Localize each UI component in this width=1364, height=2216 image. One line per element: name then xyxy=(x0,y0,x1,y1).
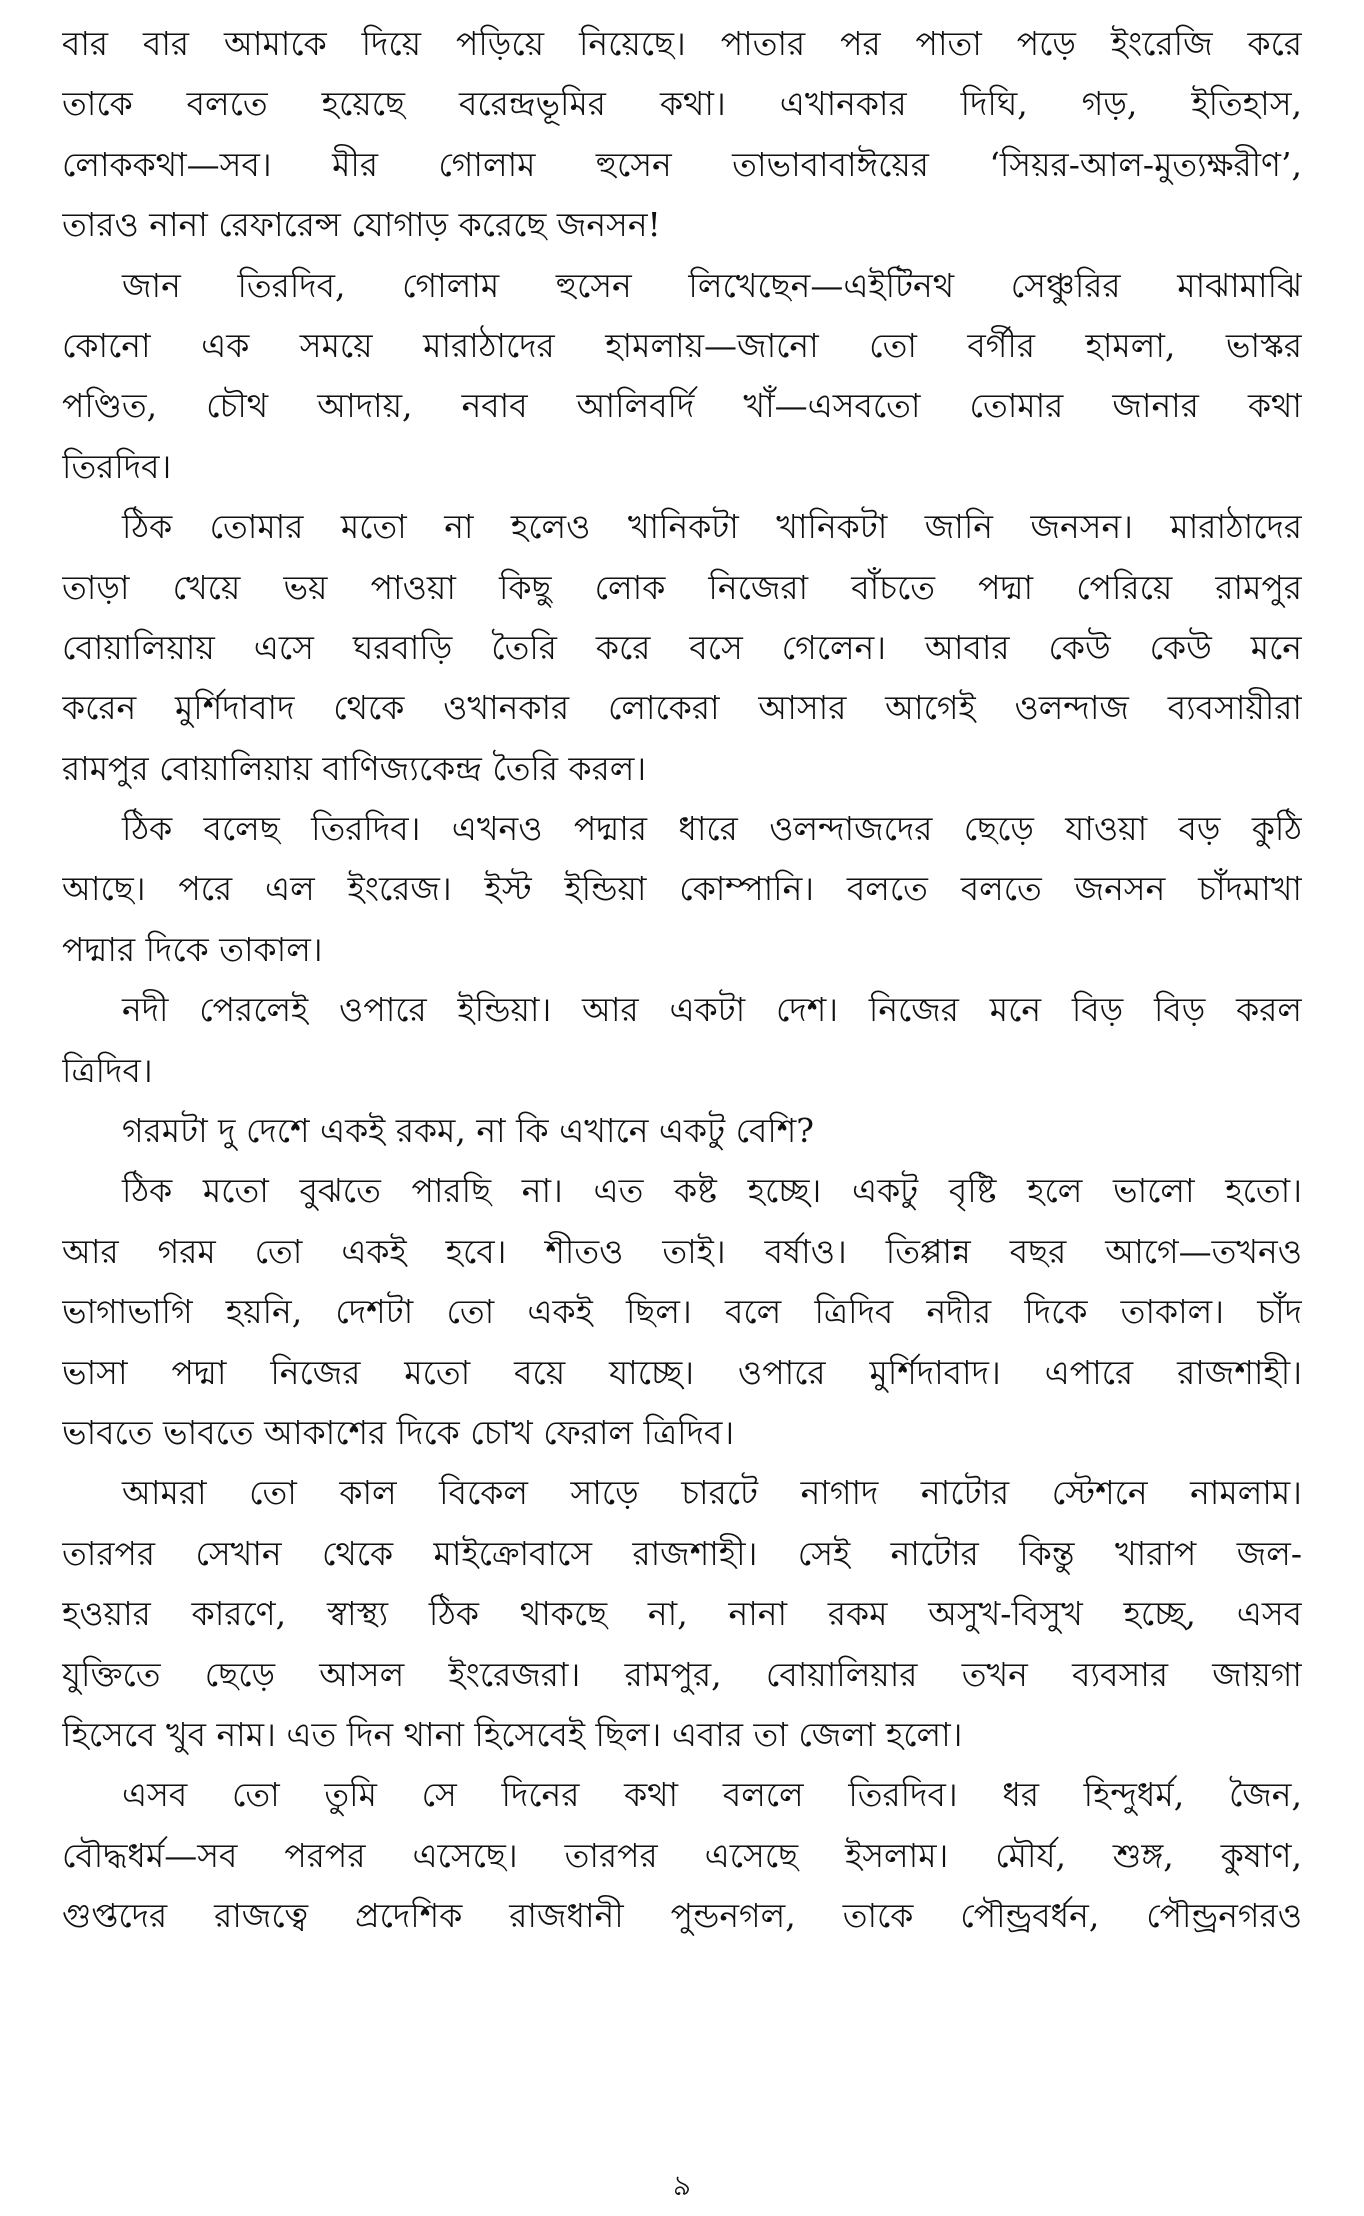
text-line: আর গরম তো একই হবে। শীতও তাই। বর্ষাও। তিপ্পান্ন বছর আগে—তখনও xyxy=(62,1231,1302,1271)
text-line: ভাসা পদ্মা নিজের মতো বয়ে যাচ্ছে। ওপারে মুর্শিদাবাদ। এপারে রাজশাহী। xyxy=(62,1352,1302,1392)
text-line: ঠিক তোমার মতো না হলেও খানিকটা খানিকটা জানি জনসন। মারাঠাদের xyxy=(122,507,1302,547)
text-line: আমরা তো কাল বিকেল সাড়ে চারটে নাগাদ নাটোর স্টেশনে নামলাম। xyxy=(122,1473,1302,1513)
text-line: জান তিরদিব, গোলাম হুসেন লিখেছেন—এইটিনথ সেঞ্চুরির মাঝামাঝি xyxy=(122,265,1302,305)
text-line: তিরদিব। xyxy=(62,446,172,486)
text-line: বৌদ্ধধর্ম—সব পরপর এসেছে। তারপর এসেছে ইসলাম। মৌর্য, শুঙ্গ, কুষাণ, xyxy=(62,1835,1302,1875)
text-line: তারপর সেখান থেকে মাইক্রোবাসে রাজশাহী। সেই নাটোর কিন্তু খারাপ জল- xyxy=(62,1533,1302,1573)
body-text xyxy=(62,14,1302,1947)
text-line: ঠিক মতো বুঝতে পারছি না। এত কষ্ট হচ্ছে। একটু বৃষ্টি হলে ভালো হতো। xyxy=(122,1171,1302,1211)
text-line: ত্রিদিব। xyxy=(62,1050,153,1090)
text-line: তাড়া খেয়ে ভয় পাওয়া কিছু লোক নিজেরা বাঁচতে পদ্মা পেরিয়ে রামপুর xyxy=(62,567,1302,607)
text-line: তারও নানা রেফারেন্স যোগাড় করেছে জনসন! xyxy=(62,205,661,245)
text-line: আছে। পরে এল ইংরেজ। ইস্ট ইন্ডিয়া কোম্পানি। বলতে বলতে জনসন চাঁদমাখা xyxy=(62,869,1302,909)
text-line: গরমটা দু দেশে একই রকম, না কি এখানে একটু বেশি? xyxy=(122,1111,815,1151)
text-line: রামপুর বোয়ালিয়ায় বাণিজ্যকেন্দ্র তৈরি করল। xyxy=(62,748,647,788)
page-number: ৯ xyxy=(672,2169,692,2202)
text-line: পণ্ডিত, চৌথ আদায়, নবাব আলিবর্দি খাঁ—এসবতো তোমার জানার কথা xyxy=(62,386,1302,426)
text-line: তাকে বলতে হয়েছে বরেন্দ্রভূমির কথা। এখানকার দিঘি, গড়, ইতিহাস, xyxy=(62,84,1302,124)
text-line: পদ্মার দিকে তাকাল। xyxy=(62,929,323,969)
text-line: হিসেবে খুব নাম। এত দিন থানা হিসেবেই ছিল। এবার তা জেলা হলো। xyxy=(62,1714,963,1754)
text-line: এসব তো তুমি সে দিনের কথা বললে তিরদিব। ধর হিন্দুধর্ম, জৈন, xyxy=(122,1775,1302,1815)
text-line: গুপ্তদের রাজত্বে প্রদেশিক রাজধানী পুন্ডনগল, তাকে পৌন্ড্রবর্ধন, পৌন্ড্রনগরও xyxy=(62,1896,1302,1936)
text-line: হওয়ার কারণে, স্বাস্থ্য ঠিক থাকছে না, নানা রকম অসুখ-বিসুখ হচ্ছে, এসব xyxy=(62,1594,1302,1634)
text-line: ভাগাভাগি হয়নি, দেশটা তো একই ছিল। বলে ত্রিদিব নদীর দিকে তাকাল। চাঁদ xyxy=(62,1292,1302,1332)
text-line: ভাবতে ভাবতে আকাশের দিকে চোখ ফেরাল ত্রিদিব। xyxy=(62,1412,735,1452)
text-line: যুক্তিতে ছেড়ে আসল ইংরেজরা। রামপুর, বোয়ালিয়ার তখন ব্যবসার জায়গা xyxy=(62,1654,1302,1694)
text-line: কোনো এক সময়ে মারাঠাদের হামলায়—জানো তো বর্গীর হামলা, ভাস্কর xyxy=(62,325,1302,365)
text-line: ঠিক বলেছ তিরদিব। এখনও পদ্মার ধারে ওলন্দাজদের ছেড়ে যাওয়া বড় কুঠি xyxy=(122,809,1302,849)
text-line: করেন মুর্শিদাবাদ থেকে ওখানকার লোকেরা আসার আগেই ওলন্দাজ ব্যবসায়ীরা xyxy=(62,688,1302,728)
text-line: বার বার আমাকে দিয়ে পড়িয়ে নিয়েছে। পাতার পর পাতা পড়ে ইংরেজি করে xyxy=(62,24,1302,63)
text-line: নদী পেরলেই ওপারে ইন্ডিয়া। আর একটা দেশ। নিজের মনে বিড় বিড় করল xyxy=(122,990,1302,1030)
text-line: লোককথা—সব। মীর গোলাম হুসেন তাভাবাবাঈয়ের ‘সিয়র-আল-মুত্যক্ষরীণ’, xyxy=(62,144,1302,184)
text-line: বোয়ালিয়ায় এসে ঘরবাড়ি তৈরি করে বসে গেলেন। আবার কেউ কেউ মনে xyxy=(62,627,1302,667)
